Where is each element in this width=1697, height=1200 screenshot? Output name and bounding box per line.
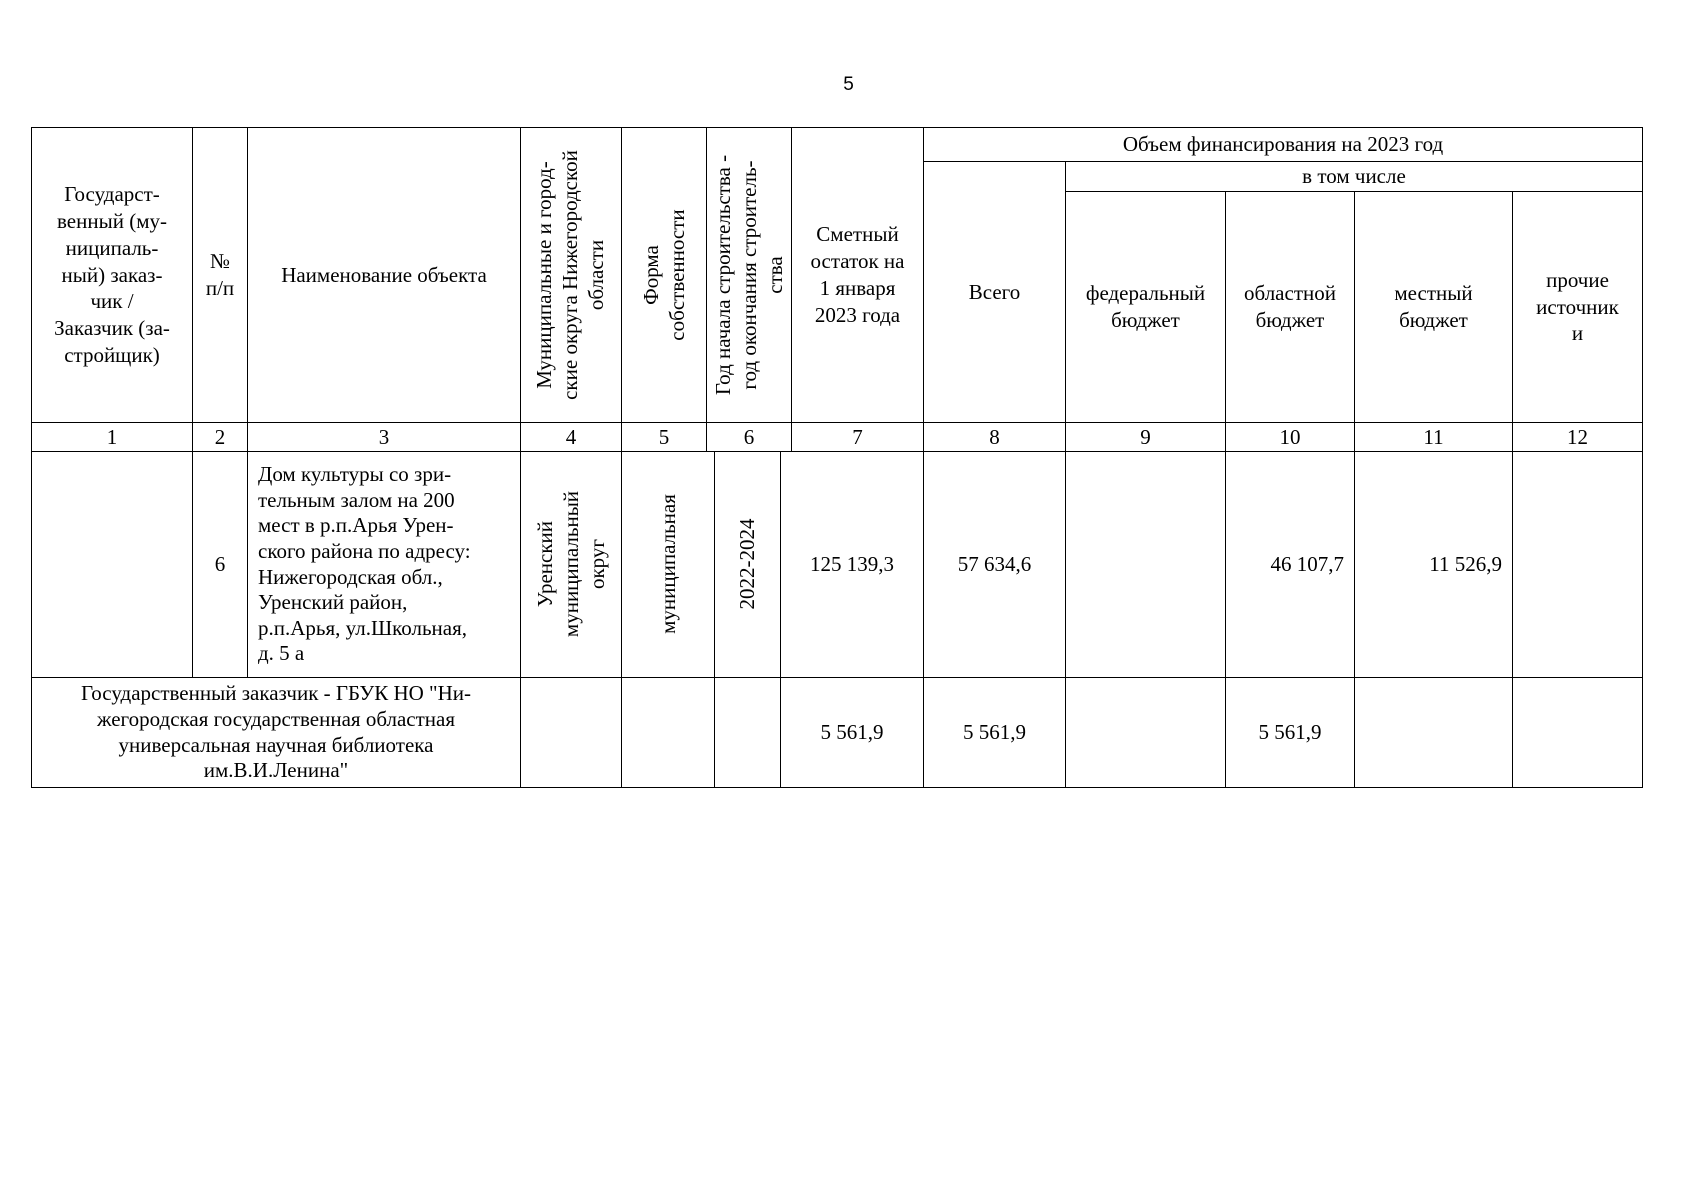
header-federal: федеральный бюджет <box>1085 281 1206 332</box>
row-object-name: Дом культуры со зри- тельным залом на 200 мест в р.п.Арья Урен- ского района по адресу: Нижегородская обл., Уренский район, р.п.Арья, ул.Школьная, д. 5 а <box>258 462 471 666</box>
row-regional: 46 107,7 <box>1270 552 1344 577</box>
column-number: 3 <box>378 424 390 449</box>
column-number: 12 <box>1567 424 1588 449</box>
row-local: 11 526,9 <box>1429 552 1502 577</box>
header-regional: областной бюджет <box>1244 281 1336 332</box>
header-balance: Сметный остаток на 1 января 2023 года <box>810 222 905 327</box>
header-total: Всего <box>968 279 1021 304</box>
row-other <box>1513 452 1642 677</box>
row-ownership: муниципальная <box>655 494 680 634</box>
customer-row-label: Государственный заказчик - ГБУК НО "Ни- жегородская государственная областная универсальная научная библиотека им.В.И.Ленина" <box>80 681 472 783</box>
header-municipality: Муниципальные и город- ские округа Нижегородской области <box>531 150 609 400</box>
header-local: местный бюджет <box>1394 281 1473 332</box>
header-object-name: Наименование объекта <box>281 262 487 287</box>
customer-row-balance: 5 561,9 <box>820 720 884 745</box>
column-number: 4 <box>565 424 577 449</box>
header-number: № п/п <box>205 249 235 300</box>
header-funding-group: Объем финансирования на 2023 год <box>1122 132 1444 157</box>
column-number: 5 <box>658 424 670 449</box>
column-number: 9 <box>1140 424 1151 449</box>
customer-row-total: 5 561,9 <box>963 720 1026 745</box>
row-customer <box>32 452 192 677</box>
column-number: 2 <box>214 424 226 449</box>
column-number: 1 <box>106 424 118 449</box>
column-number: 7 <box>852 424 863 449</box>
row-years: 2022-2024 <box>734 518 759 610</box>
row-total: 57 634,6 <box>957 552 1032 577</box>
column-number: 6 <box>743 424 755 449</box>
row-federal <box>1066 452 1225 677</box>
page-number: 5 <box>843 74 854 95</box>
column-number: 10 <box>1279 424 1301 449</box>
financing-table <box>31 127 1643 788</box>
row-balance: 125 139,3 <box>810 552 894 577</box>
header-years: Год начала строительства - год окончания строитель- ства <box>710 154 788 396</box>
header-customer: Государст- венный (му- ниципаль- ный) заказ- чик / Заказчик (за- стройщик) <box>54 181 170 368</box>
column-number: 8 <box>989 424 1000 449</box>
row-number: 6 <box>214 552 226 577</box>
header-other: прочие источник и <box>1536 267 1619 346</box>
row-municipality: Уренский муниципальный округ <box>532 490 610 638</box>
header-ownership: Форма собственности <box>638 209 689 341</box>
header-including: в том числе <box>1302 164 1406 189</box>
column-number: 11 <box>1423 424 1444 449</box>
customer-row-regional: 5 561,9 <box>1258 720 1322 745</box>
